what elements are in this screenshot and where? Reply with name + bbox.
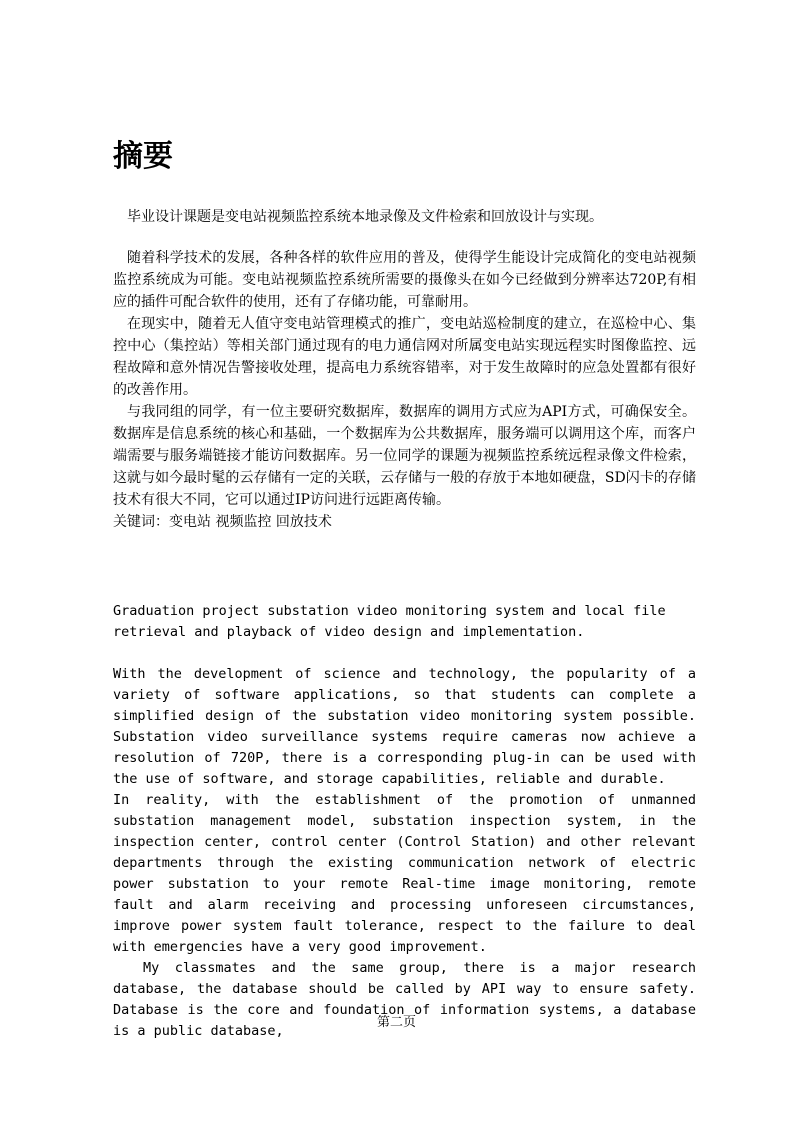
page-title: 摘要 [113, 139, 173, 174]
chinese-keywords: 关键词：变电站 视频监控 回放技术 [113, 514, 332, 530]
page-number: 第二页 [376, 1015, 416, 1030]
english-paragraph-1: With the development of science and technology, the popularity of a variety of software applications, so that students can complete a simplified design of the substation video monitoring system possible. Substation video surveillance systems require cameras now achieve a resolution of 720P, there is a corresponding plug-in can be used with the use of software, and storage capabilities, reliable and durable. [113, 666, 696, 787]
chinese-paragraph-3: 与我同组的同学，有一位主要研究数据库，数据库的调用方式应为API方式，可确保安全。数据库是信息系统的核心和基础，一个数据库为公共数据库，服务端可以调用这个库，而客户端需要与服务端链接才能访问数据库。另一位同学的课题为视频监控系统远程录像文件检索，这就与如今最时髦的云存储有一定的关联，云存储与一般的存放于本地如硬盘，SD闪卡的存储技术有很大不同，它可以通过IP访问进行远距离传输。 [113, 404, 696, 508]
english-paragraph-3: My classmates and the same group, there is a major research database, the database should be called by API way to ensure safety. Database is the core and foundation of information systems, a database is a public database, [113, 960, 696, 1039]
chinese-intro: 毕业设计课题是变电站视频监控系统本地录像及文件检索和回放设计与实现。 [127, 209, 603, 225]
chinese-paragraph-1: 随着科学技术的发展，各种各样的软件应用的普及，使得学生能设计完成简化的变电站视频监控系统成为可能。变电站视频监控系统所需要的摄像头在如今已经做到分辨率达720P,有相应的插件可配合软件的使用，还有了存储功能，可靠耐用。 [113, 250, 696, 310]
chinese-abstract [113, 247, 696, 533]
english-paragraph-2: In reality, with the establishment of the promotion of unmanned substation management model, substation inspection system, in the inspection center, control center (Control Station) and other relevant departments through the existing communication network of electric power substation to your remote Real-time image monitoring, remote fault and alarm receiving and processing unforeseen circumstances, improve power system fault tolerance, respect to the failure to deal with emergencies have a very good improvement. [113, 792, 696, 955]
chinese-paragraph-2: 在现实中，随着无人值守变电站管理模式的推广，变电站巡检制度的建立，在巡检中心、集控中心（集控站）等相关部门通过现有的电力通信网对所属变电站实现远程实时图像监控、远程故障和意外情况告警接收处理，提高电力系统容错率，对于发生故障时的应急处置都有很好的改善作用。 [113, 316, 696, 398]
english-intro: Graduation project substation video monitoring system and local file retrieval and playback of video design and implementation. [113, 603, 666, 640]
english-abstract [113, 664, 696, 1042]
